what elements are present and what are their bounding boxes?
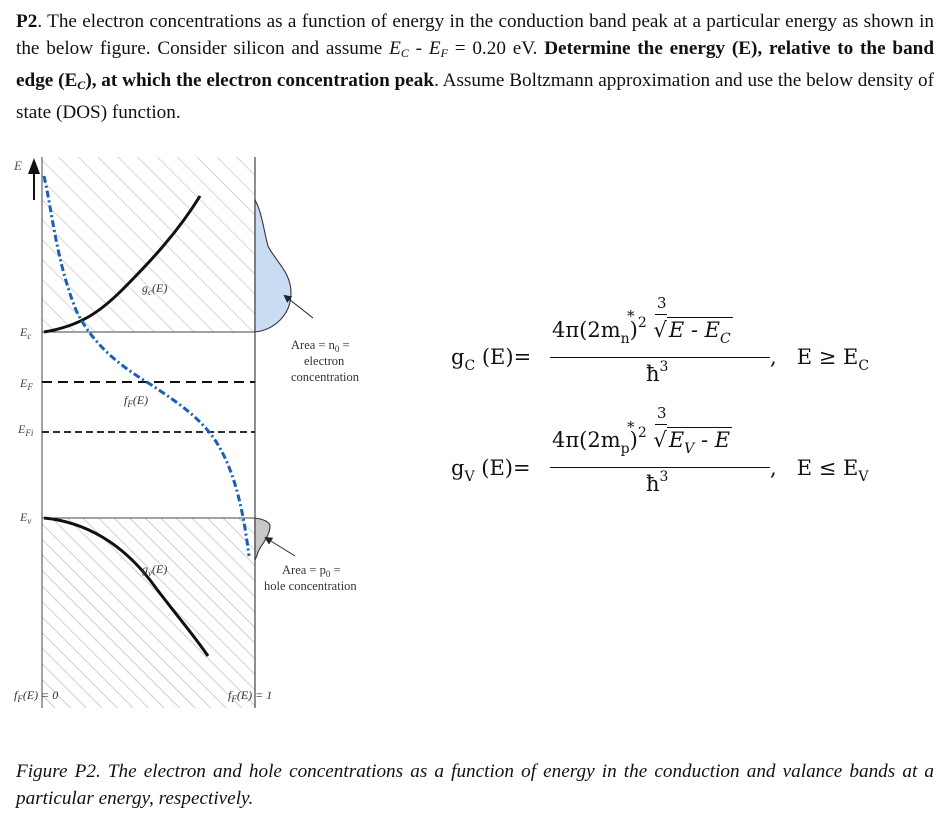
level-efi-sub: Fi bbox=[25, 428, 34, 438]
level-efi-e: E bbox=[18, 422, 26, 436]
area-n-line1-end: = bbox=[339, 338, 350, 352]
gv-arg: (E) bbox=[152, 562, 168, 576]
gv-sqrt-icon: √ bbox=[653, 428, 667, 452]
gc-exp-top bbox=[657, 294, 667, 312]
band-diagram bbox=[0, 150, 400, 720]
gv-star-text: * bbox=[627, 418, 635, 436]
task-bold-2: ), at which the electron concentration peak bbox=[85, 70, 435, 91]
level-ev-label bbox=[19, 510, 31, 526]
bl-end: (E) = 0 bbox=[22, 688, 59, 702]
gc-den-exp: 3 bbox=[659, 359, 669, 375]
electron-area-pointer bbox=[285, 296, 313, 318]
ec-sub: C bbox=[400, 46, 409, 60]
ef-symbol: E bbox=[428, 38, 441, 59]
area-p-line1-end: = bbox=[330, 563, 341, 577]
ff-label bbox=[124, 393, 148, 409]
area-p-label bbox=[264, 563, 357, 593]
gc-sqrt-sub: C bbox=[719, 331, 731, 347]
gc-sqrt-content: E - E bbox=[668, 318, 720, 342]
area-n-line2: electron bbox=[304, 354, 345, 368]
hole-area-pointer bbox=[266, 538, 295, 556]
gc-lhs-rest: (E)= bbox=[475, 345, 532, 369]
gv-numerator bbox=[552, 425, 732, 457]
ff-f: f bbox=[124, 393, 128, 407]
area-p-sub: 0 bbox=[325, 569, 331, 579]
valence-band-hatch bbox=[42, 518, 255, 708]
gc-star bbox=[627, 307, 635, 325]
gc-g: g bbox=[142, 281, 148, 295]
problem-statement bbox=[16, 8, 934, 126]
gv-exp-top bbox=[657, 404, 667, 422]
energy-axis-arrow-icon bbox=[28, 158, 40, 174]
gv-sub: v bbox=[148, 568, 152, 578]
minus-sign: - bbox=[408, 38, 429, 59]
gv-sqrt-sub: V bbox=[684, 441, 695, 457]
level-ef-sub: F bbox=[27, 382, 33, 392]
gv-num-prefix: 4π(2m bbox=[552, 428, 621, 452]
problem-label: P2 bbox=[16, 11, 38, 32]
gc-star-text: * bbox=[627, 307, 635, 325]
axis-label: E bbox=[14, 158, 22, 173]
gc-arg: (E) bbox=[152, 281, 168, 295]
assume-value: = 0.20 eV. bbox=[447, 38, 545, 59]
level-ef-e: E bbox=[20, 376, 28, 390]
br-sub: F bbox=[231, 694, 237, 704]
gv-num-close: ) bbox=[629, 428, 638, 452]
gc-lhs-g: g bbox=[451, 345, 465, 369]
bl-sub: F bbox=[17, 694, 23, 704]
task-bold-sub: C bbox=[77, 78, 86, 92]
level-ec-label bbox=[19, 325, 31, 341]
electron-concentration-area bbox=[255, 200, 291, 332]
gv-den: ħ bbox=[646, 472, 660, 496]
area-n-line1: Area = n bbox=[291, 338, 335, 352]
gc-sub: c bbox=[148, 287, 152, 297]
gv-lhs-rest: (E)= bbox=[474, 456, 531, 480]
gc-sqrt-icon: √ bbox=[653, 318, 667, 342]
gc-exp-line bbox=[655, 314, 667, 315]
level-ef-label bbox=[19, 376, 33, 392]
gc-sqrt-body bbox=[667, 317, 733, 347]
gc-numerator bbox=[552, 315, 733, 347]
gv-label bbox=[142, 562, 167, 578]
area-p-line1: Area = p bbox=[282, 563, 326, 577]
gv-num-exp: 2 bbox=[637, 425, 647, 441]
ec-symbol: E bbox=[389, 38, 401, 59]
gc-num-prefix: 4π(2m bbox=[552, 318, 621, 342]
level-ec-sub: c bbox=[27, 331, 32, 341]
bottom-left-label bbox=[14, 688, 58, 704]
br-end: (E) = 1 bbox=[236, 688, 273, 702]
gc-num-close: ) bbox=[629, 318, 638, 342]
gv-sqrt-body bbox=[667, 427, 732, 457]
gv-lhs bbox=[451, 456, 531, 485]
figure-caption: Figure P2. The electron and hole concentrations as a function of energy in the conduction and valance bands at a particular energy, respectively. bbox=[16, 761, 934, 809]
gv-comma: , bbox=[770, 456, 777, 480]
gv-g: g bbox=[142, 562, 148, 576]
ef-sub: F bbox=[440, 46, 448, 60]
problem-rest: . Assume Boltzmann approximation and use the below density of state (DOS) function. bbox=[16, 70, 934, 123]
bl-f: f bbox=[14, 688, 18, 702]
gv-lhs-sub: V bbox=[464, 469, 475, 485]
gv-cond: E ≤ E bbox=[796, 456, 859, 480]
gc-den: ħ bbox=[646, 362, 660, 386]
ff-arg: (E) bbox=[132, 393, 149, 407]
gv-exp-top-text: 3 bbox=[657, 404, 667, 422]
gc-exp-top-text: 3 bbox=[657, 294, 667, 312]
area-n-label bbox=[291, 338, 360, 384]
gv-den-exp: 3 bbox=[659, 469, 669, 485]
gv-sqrt-content: E bbox=[668, 428, 685, 452]
area-p-line1-wrap bbox=[282, 563, 341, 579]
gv-lhs-g: g bbox=[451, 456, 465, 480]
gc-lhs bbox=[451, 345, 532, 374]
gv-star bbox=[627, 418, 635, 436]
conduction-band-hatch bbox=[42, 157, 255, 332]
level-ev-e: E bbox=[20, 510, 28, 524]
gv-sqrt-tail: - E bbox=[694, 428, 731, 452]
area-n-line3: concentration bbox=[291, 370, 360, 384]
br-f: f bbox=[228, 688, 232, 702]
gc-denominator bbox=[646, 359, 669, 386]
area-n-line1-wrap bbox=[291, 338, 350, 354]
problem-intro: . The electron concentrations as a function of energy in the conduction band peak at a particular energy as shown in the below figure. Consider silicon and assume bbox=[16, 11, 934, 59]
gc-comma: , bbox=[770, 345, 777, 369]
level-ev-sub: v bbox=[27, 516, 32, 526]
task-bold-1: Determine the energy (E), relative to the band edge (E bbox=[16, 38, 935, 91]
gv-denominator bbox=[646, 469, 669, 496]
gc-cond: E ≥ E bbox=[796, 345, 859, 369]
area-p-line2: hole concentration bbox=[264, 579, 357, 593]
gc-label bbox=[142, 281, 167, 297]
gc-num-sub: n bbox=[620, 331, 630, 347]
gc-num-exp: 2 bbox=[637, 315, 647, 331]
area-n-sub: 0 bbox=[334, 344, 340, 354]
level-ec-e: E bbox=[20, 325, 28, 339]
gv-exp-line bbox=[655, 424, 667, 425]
gv-cond-sub: V bbox=[858, 469, 869, 485]
gc-lhs-sub: C bbox=[464, 358, 476, 374]
gc-cond-sub: C bbox=[858, 358, 870, 374]
level-efi-label bbox=[17, 422, 34, 438]
gv-num-sub: p bbox=[620, 441, 630, 457]
gv-condition bbox=[770, 456, 869, 485]
gc-condition bbox=[770, 345, 870, 374]
ff-sub: F bbox=[127, 399, 133, 409]
